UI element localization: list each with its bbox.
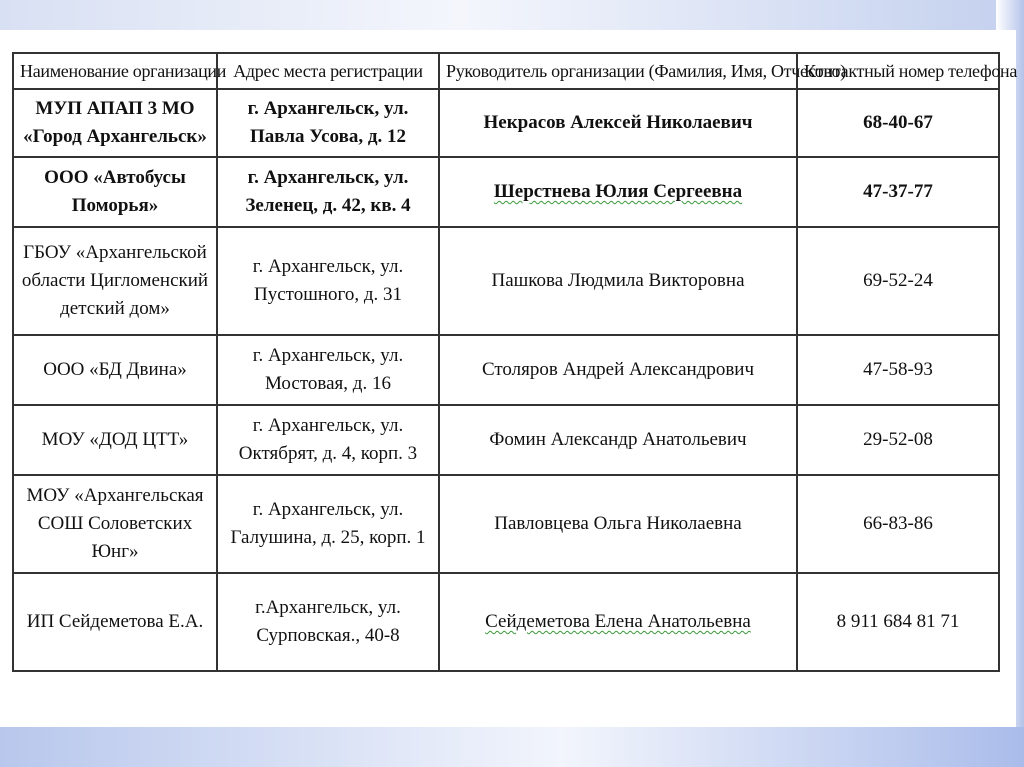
cell-address: г. Архангельск, ул. Мостовая, д. 16 [217,335,439,405]
cell-address: г. Архангельск, ул. Галушина, д. 25, корп. 1 [217,475,439,573]
cell-address: г. Архангельск, ул. Павла Усова, д. 12 [217,89,439,157]
cell-address: г. Архангельск, ул. Пустошного, д. 31 [217,227,439,335]
cell-address: г.Архангельск, ул. Сурповская., 40-8 [217,573,439,671]
header-head: Руководитель организации (Фамилия, Имя, Отчество) [439,53,797,89]
cell-address: г. Архангельск, ул. Зеленец, д. 42, кв. 4 [217,157,439,227]
slide-frame-bottom [0,727,1024,767]
table-row [13,405,999,475]
cell-head-text: Шерстнева Юлия Сергеевна [493,181,743,202]
table-row [13,89,999,157]
cell-org-name: ООО «Автобусы Поморья» [13,157,217,227]
table-row [13,157,999,227]
table-row [13,227,999,335]
header-org-name: Наименование организации [13,53,217,89]
cell-phone: 69-52-24 [797,227,999,335]
cell-address: г. Архангельск, ул. Октябрят, д. 4, корп. 3 [217,405,439,475]
slide-frame-top [0,0,1024,30]
cell-head: Некрасов Алексей Николаевич [439,89,797,157]
cell-org-name: МУП АПАП 3 МО «Город Архангельск» [13,89,217,157]
table-row [13,335,999,405]
table-row [13,573,999,671]
cell-org-name: МОУ «ДОД ЦТТ» [13,405,217,475]
cell-phone: 47-58-93 [797,335,999,405]
cell-head: Пашкова Людмила Викторовна [439,227,797,335]
cell-org-name: МОУ «Архангельская СОШ Соловетских Юнг» [13,475,217,573]
document-sheet [0,30,1016,727]
header-phone: Контактный номер телефона [797,53,999,89]
table-header-row [13,53,999,89]
cell-org-name: ГБОУ «Архангельской области Цигломенский детский дом» [13,227,217,335]
cell-phone: 47-37-77 [797,157,999,227]
cell-head: Павловцева Ольга Николаевна [439,475,797,573]
cell-head [439,157,797,227]
cell-phone: 66-83-86 [797,475,999,573]
cell-phone: 8 911 684 81 71 [797,573,999,671]
cell-phone: 68-40-67 [797,89,999,157]
cell-head-text: Сейдеметова Елена Анатольевна [485,611,751,632]
header-address: Адрес места регистрации [217,53,439,89]
cell-head: Фомин Александр Анатольевич [439,405,797,475]
cell-org-name: ИП Сейдеметова Е.А. [13,573,217,671]
cell-head [439,573,797,671]
table-row [13,475,999,573]
cell-head: Столяров Андрей Александрович [439,335,797,405]
cell-phone: 29-52-08 [797,405,999,475]
organizations-table [12,52,1018,672]
cell-org-name: ООО «БД Двина» [13,335,217,405]
